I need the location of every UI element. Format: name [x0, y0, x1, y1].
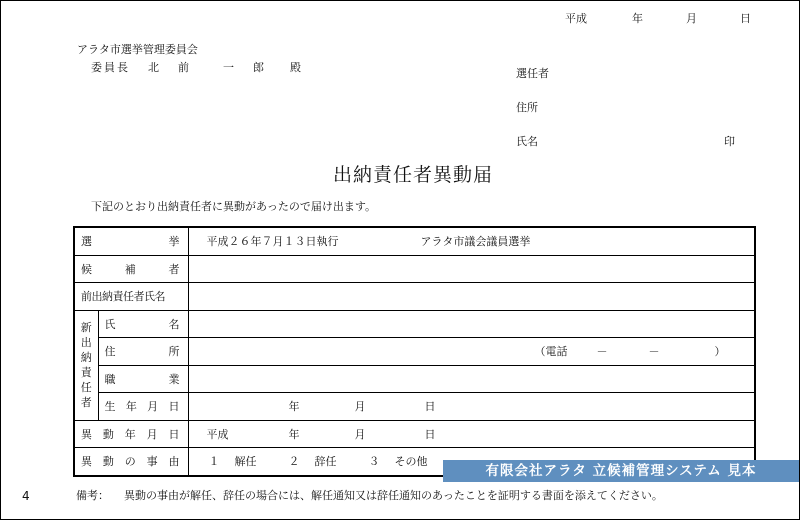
election-date: 平成２６年７月１３日執行: [206, 235, 339, 249]
new-occupation-label-b: 業: [168, 372, 180, 386]
row-new-name: [74, 310, 755, 338]
new-name-value-cell[interactable]: [188, 310, 755, 338]
row-election: [74, 227, 755, 255]
new-group-char: 者: [80, 396, 92, 409]
new-group-char: 任: [80, 381, 92, 394]
reason-opt1-dismissal[interactable]: 解任: [234, 455, 257, 469]
header-day-unit: 日: [740, 12, 751, 25]
election-label-b: 挙: [168, 235, 180, 249]
new-address-label-a: 住: [104, 345, 116, 359]
change-date-label-2: 動: [102, 427, 114, 441]
new-name-label-a: 氏: [104, 317, 116, 331]
row-new-occupation: [74, 365, 755, 393]
header-year-unit: 年: [632, 12, 643, 25]
change-date-year-unit: 年: [288, 427, 300, 441]
new-name-label-cell: [98, 310, 188, 338]
chair-title: 委員長: [91, 61, 130, 74]
new-group-char: 出: [80, 336, 92, 349]
new-address-label-b: 所: [168, 345, 180, 359]
former-label-cell: 前出納責任者氏名: [74, 283, 188, 311]
phone-label: （電話: [534, 345, 568, 359]
new-birthdate-label-cell: [98, 393, 188, 421]
note-text: 異動の事由が解任、辞任の場合には、解任通知又は辞任通知のあったことを証明する書面を添えてください。: [124, 489, 663, 502]
reason-label-5: 由: [168, 455, 180, 469]
reason-label-2: 動: [102, 455, 114, 469]
birth-label-3: 月: [147, 400, 159, 414]
candidate-label-3: 者: [168, 262, 180, 276]
committee-name: アラタ市選挙管理委員会: [77, 43, 198, 56]
new-occupation-label-cell: [98, 365, 188, 393]
sample-watermark-banner: 有限会社アラタ 立候補管理システム 見本: [443, 460, 799, 482]
birth-label-2: 年: [125, 400, 137, 414]
header-month-unit: 月: [686, 12, 697, 25]
birth-label-1: 生: [104, 400, 116, 414]
row-new-address: [74, 338, 755, 366]
change-date-label-5: 日: [168, 427, 180, 441]
reason-opt3-other[interactable]: その他: [394, 455, 428, 469]
change-date-label-1: 異: [81, 427, 92, 441]
birth-label-4: 日: [168, 400, 180, 414]
new-group-char: 納: [80, 351, 92, 364]
row-new-birthdate: [74, 393, 755, 421]
header-era: 平成: [565, 12, 587, 25]
appointer-name-label: 氏名: [516, 135, 538, 148]
page-number: 4: [22, 489, 30, 503]
reason-label-1: 異: [81, 455, 92, 469]
candidate-label-1: 候: [81, 262, 92, 276]
new-treasurer-group-label: [74, 310, 98, 420]
change-date-label-4: 月: [146, 427, 158, 441]
row-candidate: [74, 255, 755, 283]
row-former-treasurer: [74, 283, 755, 311]
form-title: 出納責任者異動届: [332, 164, 493, 186]
change-date-label-cell: [74, 420, 188, 448]
new-address-value-cell[interactable]: [188, 338, 755, 366]
change-date-value-cell[interactable]: [188, 420, 755, 448]
reason-opt1-number: １: [208, 455, 220, 469]
election-value-cell[interactable]: [188, 227, 755, 255]
new-occupation-label-a: 職: [104, 372, 116, 386]
row-change-date: [74, 420, 755, 448]
honorific: 殿: [290, 61, 301, 74]
reason-opt3-number: ３: [368, 455, 380, 469]
candidate-label-2: 補: [124, 262, 136, 276]
change-date-label-3: 年: [124, 427, 136, 441]
new-group-char: 新: [80, 321, 92, 334]
intro-text: 下記のとおり出納責任者に異動があったので届け出ます。: [91, 200, 377, 213]
appointer-address-label: 住所: [516, 101, 538, 114]
birth-year-unit: 年: [288, 400, 300, 414]
birth-month-unit: 月: [354, 400, 366, 414]
note-label: 備考：: [76, 489, 109, 502]
new-birthdate-value-cell[interactable]: [188, 393, 755, 421]
reason-label-3: の: [124, 455, 136, 469]
reason-label-4: 事: [146, 455, 158, 469]
change-date-day-unit: 日: [424, 427, 436, 441]
seal-mark: 印: [724, 135, 735, 148]
candidate-value-cell[interactable]: [188, 255, 755, 283]
new-address-label-cell: [98, 338, 188, 366]
former-value-cell[interactable]: [188, 283, 755, 311]
appointer-label: 選任者: [516, 67, 549, 80]
phone-dash-2: －: [648, 345, 660, 359]
phone-dash-1: －: [596, 345, 608, 359]
new-group-char: 責: [80, 366, 92, 379]
reason-opt2-number: ２: [288, 455, 300, 469]
election-label-a: 選: [81, 235, 92, 249]
change-date-month-unit: 月: [354, 427, 366, 441]
phone-close: ）: [714, 345, 726, 359]
candidate-label-cell: [74, 255, 188, 283]
new-occupation-value-cell[interactable]: [188, 365, 755, 393]
chair-name: 北 前 一 郎: [148, 61, 268, 74]
birth-day-unit: 日: [424, 400, 436, 414]
election-label-cell: [74, 227, 188, 255]
new-name-label-b: 名: [168, 317, 180, 331]
election-name: アラタ市議会議員選挙: [420, 235, 531, 249]
change-date-era: 平成: [206, 427, 229, 441]
form-table: [73, 226, 756, 477]
reason-opt2-resignation[interactable]: 辞任: [314, 455, 337, 469]
change-reason-label-cell: [74, 448, 188, 476]
